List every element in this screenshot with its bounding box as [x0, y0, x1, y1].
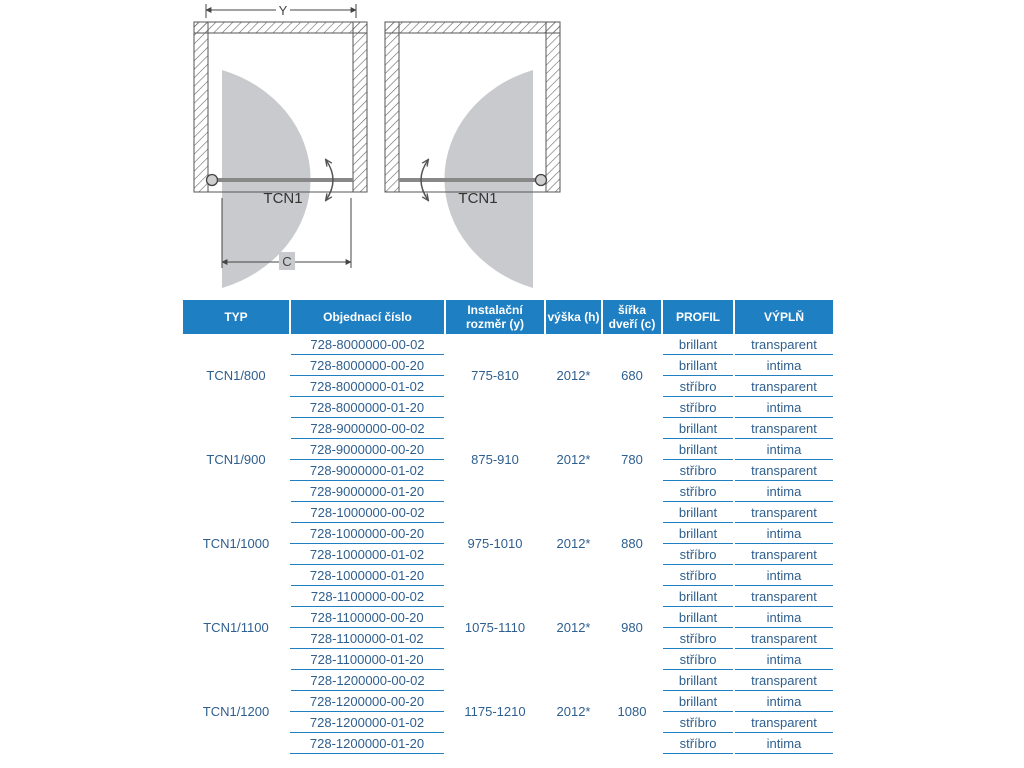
left-wall-top: [194, 22, 367, 33]
fill-cell: transparent: [734, 376, 833, 397]
header-order-number: Objednací číslo: [290, 300, 445, 334]
fill-cell: intima: [734, 355, 833, 376]
fill-cell: transparent: [734, 670, 833, 691]
fill-cell: intima: [734, 523, 833, 544]
profile-cell: stříbro: [662, 733, 734, 754]
order-number-cell: 728-1100000-00-02: [290, 586, 445, 607]
door-width-cell: 980: [602, 586, 662, 670]
profile-cell: brillant: [662, 523, 734, 544]
profile-cell: brillant: [662, 355, 734, 376]
profile-cell: stříbro: [662, 544, 734, 565]
order-number-cell: 728-1100000-01-02: [290, 628, 445, 649]
fill-cell: intima: [734, 397, 833, 418]
height-cell: 2012*: [545, 586, 602, 670]
order-number-cell: 728-9000000-00-20: [290, 439, 445, 460]
dim-y-label: Y: [278, 3, 288, 18]
right-model-label: TCN1: [458, 190, 498, 207]
header-profile: PROFIL: [662, 300, 734, 334]
right-wall-right: [546, 22, 560, 192]
fill-cell: transparent: [734, 586, 833, 607]
fill-cell: intima: [734, 439, 833, 460]
door-width-cell: 680: [602, 334, 662, 418]
order-number-cell: 728-1200000-00-02: [290, 670, 445, 691]
header-install-size: Instalační rozměr (y): [445, 300, 545, 334]
type-cell: TCN1/900: [206, 452, 266, 467]
profile-cell: brillant: [662, 439, 734, 460]
order-number-cell: 728-1200000-01-20: [290, 733, 445, 754]
shower-door-diagram: [0, 0, 1024, 300]
header-door-width: šířka dveří (c): [602, 300, 662, 334]
order-number-cell: 728-8000000-01-20: [290, 397, 445, 418]
table-row: [183, 502, 833, 523]
install-size-cell: 775-810: [445, 334, 545, 418]
order-number-cell: 728-1000000-00-02: [290, 502, 445, 523]
profile-cell: brillant: [662, 586, 734, 607]
fill-cell: transparent: [734, 502, 833, 523]
right-door-plan: [385, 22, 560, 288]
install-size-cell: 1175-1210: [445, 670, 545, 754]
profile-cell: stříbro: [662, 565, 734, 586]
left-wall-left: [194, 22, 208, 192]
fill-cell: intima: [734, 481, 833, 502]
install-size-cell: 1075-1110: [445, 586, 545, 670]
right-wall-top: [385, 22, 560, 33]
order-number-cell: 728-1200000-01-02: [290, 712, 445, 733]
profile-cell: brillant: [662, 691, 734, 712]
order-number-cell: 728-8000000-00-02: [290, 334, 445, 355]
profile-cell: brillant: [662, 502, 734, 523]
profile-cell: stříbro: [662, 376, 734, 397]
fill-cell: transparent: [734, 460, 833, 481]
dim-c-label: C: [282, 254, 292, 269]
height-cell: 2012*: [545, 670, 602, 754]
door-width-cell: 880: [602, 502, 662, 586]
table-row: [183, 670, 833, 691]
table-header-row: [183, 300, 833, 334]
left-wall-right: [353, 22, 367, 192]
left-door-plan: [194, 2, 367, 288]
fill-cell: transparent: [734, 628, 833, 649]
type-cell: TCN1/1100: [203, 620, 269, 635]
header-typ: TYP: [183, 300, 290, 334]
profile-cell: brillant: [662, 670, 734, 691]
fill-cell: intima: [734, 649, 833, 670]
profile-cell: brillant: [662, 607, 734, 628]
order-number-cell: 728-8000000-01-02: [290, 376, 445, 397]
type-cell: TCN1/1200: [202, 704, 270, 719]
order-number-cell: 728-1100000-00-20: [290, 607, 445, 628]
table-row: [183, 334, 833, 355]
order-number-cell: 728-1100000-01-20: [290, 649, 445, 670]
install-size-cell: 875-910: [445, 418, 545, 502]
table-row: [183, 418, 833, 439]
profile-cell: stříbro: [662, 628, 734, 649]
left-model-label: TCN1: [263, 190, 303, 207]
type-cell: TCN1/1000: [202, 536, 270, 551]
right-hinge: [536, 175, 547, 186]
product-table: [183, 300, 833, 754]
profile-cell: stříbro: [662, 481, 734, 502]
profile-cell: stříbro: [662, 460, 734, 481]
install-size-cell: 975-1010: [445, 502, 545, 586]
type-cell: TCN1/800: [206, 368, 266, 384]
order-number-cell: 728-9000000-01-02: [290, 460, 445, 481]
profile-cell: brillant: [662, 418, 734, 439]
order-number-cell: 728-1000000-01-02: [290, 544, 445, 565]
height-cell: 2012*: [545, 502, 602, 586]
height-cell: 2012*: [545, 334, 602, 418]
order-number-cell: 728-9000000-01-20: [290, 481, 445, 502]
door-width-cell: 1080: [602, 670, 662, 754]
order-number-cell: 728-8000000-00-20: [290, 355, 445, 376]
profile-cell: stříbro: [662, 649, 734, 670]
order-number-cell: 728-9000000-00-02: [290, 418, 445, 439]
door-width-cell: 780: [602, 418, 662, 502]
profile-cell: stříbro: [662, 397, 734, 418]
fill-cell: intima: [734, 565, 833, 586]
height-cell: 2012*: [545, 418, 602, 502]
fill-cell: transparent: [734, 418, 833, 439]
order-number-cell: 728-1000000-01-20: [290, 565, 445, 586]
fill-cell: intima: [734, 607, 833, 628]
header-fill: VÝPLŇ: [734, 300, 833, 334]
fill-cell: intima: [734, 691, 833, 712]
fill-cell: transparent: [734, 712, 833, 733]
fill-cell: intima: [734, 733, 833, 754]
fill-cell: transparent: [734, 544, 833, 565]
fill-cell: transparent: [734, 334, 833, 355]
order-number-cell: 728-1000000-00-20: [290, 523, 445, 544]
left-hinge: [207, 175, 218, 186]
profile-cell: stříbro: [662, 712, 734, 733]
header-height: výška (h): [545, 300, 602, 334]
table-row: [183, 586, 833, 607]
order-number-cell: 728-1200000-00-20: [290, 691, 445, 712]
right-wall-left: [385, 22, 399, 192]
profile-cell: brillant: [662, 334, 734, 355]
